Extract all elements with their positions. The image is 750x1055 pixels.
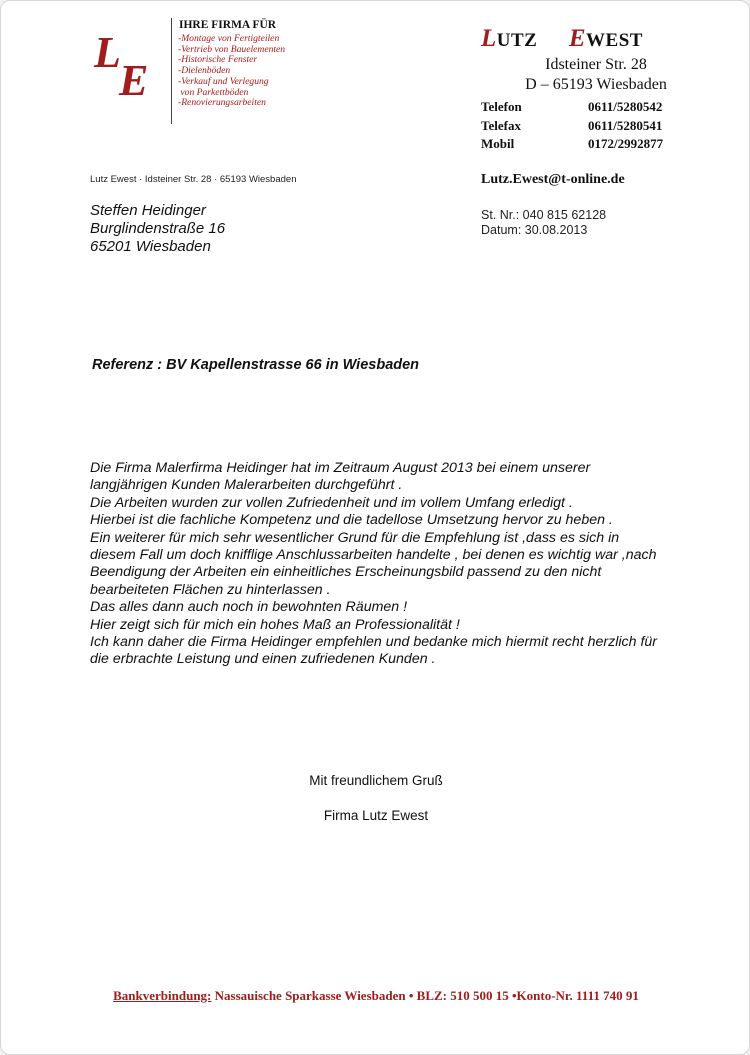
service-item: -Verkauf und Verlegung (178, 75, 269, 87)
contact-label: Mobil (481, 136, 515, 151)
recipient-city: 65201 Wiesbaden (90, 238, 211, 255)
closing-greeting: Mit freundlichem Gruß (309, 773, 443, 788)
contact-value: 0611/5280541 (588, 117, 663, 133)
company-street: Idsteiner Str. 28 (545, 56, 647, 73)
bank-label: Bankverbindung: (113, 988, 212, 1003)
body-line: Beendigung der Arbeiten ein einheitliches Erscheinungsbild passend zu den nicht (90, 564, 602, 581)
body-line: Ein weiterer für mich sehr wesentlicher Grund für die Empfehlung ist ,dass es sich in (90, 529, 620, 546)
service-item: -Renovierungsarbeiten (178, 97, 266, 109)
bank-details: Nassauische Sparkasse Wiesbaden • BLZ: 510 500 15 •Konto-Nr. 1111 740 91 (211, 988, 639, 1003)
letter-meta (481, 208, 606, 237)
logo-letter-e: E (119, 56, 149, 105)
recipient-name: Steffen Heidinger (90, 202, 206, 219)
services-heading: IHRE FIRMA FÜR (179, 19, 277, 31)
body-line: die erbrachte Leistung und einen zufriedenen Kunden . (90, 651, 436, 668)
service-item: -Vertrieb von Bauelementen (178, 43, 286, 55)
service-item: -Montage von Fertigteilen (178, 33, 280, 44)
body-line: Ich kann daher die Firma Heidinger empfehlen und bedanke mich hiermit recht herzlich für (90, 634, 658, 651)
letter-subject: Referenz : BV Kapellenstrasse 66 in Wiesbaden (92, 357, 420, 373)
sender-return-address: Lutz Ewest · Idsteiner Str. 28 · 65193 Wiesbaden (90, 174, 297, 185)
body-line: Hierbei ist die fachliche Kompetenz und die tadellose Umsetzung hervor zu heben . (90, 512, 613, 529)
contact-row-mobil (481, 135, 663, 154)
body-line: Die Firma Malerfirma Heidinger hat im Zeitraum August 2013 bei einem unserer (90, 460, 591, 476)
company-name-part-2: WEST (586, 30, 643, 51)
letter-body (90, 460, 710, 669)
contact-label: Telefax (481, 117, 521, 133)
contact-value: 0611/5280542 (588, 99, 663, 114)
company-name-initial-e: E (568, 25, 587, 52)
body-line: Das alles dann auch noch in bewohnten Räumen ! (90, 599, 408, 616)
company-name-initial-l: L (481, 25, 497, 52)
logo-letter-l: L (94, 28, 121, 77)
body-line: Die Arbeiten wurden zur vollen Zufriedenheit und im vollem Umfang erledigt . (90, 494, 573, 511)
company-name-part-1: UTZ (496, 30, 538, 51)
company-city: D – 65193 Wiesbaden (525, 76, 667, 93)
body-line: langjährigen Kunden Malerarbeiten durchgeführt . (90, 477, 403, 494)
services-list (178, 34, 285, 109)
company-email: Lutz.Ewest@t-online.de (481, 172, 625, 187)
body-line: bearbeiteten Flächen zu hinterlassen . (90, 581, 331, 598)
tax-number: St. Nr.: 040 815 62128 (481, 208, 607, 222)
body-line: diesem Fall um doch knifflige Anschlussarbeiten handelte , bei denen es wichtig war ,nach (90, 547, 657, 564)
contact-value: 0172/2992877 (588, 136, 664, 151)
service-item: -Dielenböden (178, 65, 231, 77)
service-item: von Parkettböden (178, 86, 249, 98)
contact-block (481, 98, 663, 154)
bank-details-footer (1, 988, 750, 1004)
logo-divider (171, 18, 172, 124)
contact-label: Telefon (481, 99, 522, 114)
company-name (481, 25, 643, 53)
letter-date: Datum: 30.08.2013 (481, 222, 588, 237)
contact-row-telefon (481, 98, 663, 117)
closing-signature: Firma Lutz Ewest (323, 808, 429, 823)
body-line: Hier zeigt sich für mich ein hohes Maß an Professionalität ! (90, 616, 460, 633)
contact-row-telefax (481, 117, 663, 136)
service-item: -Historische Fenster (178, 54, 258, 66)
recipient-address (90, 202, 225, 256)
recipient-street: Burglindenstraße 16 (90, 220, 226, 237)
